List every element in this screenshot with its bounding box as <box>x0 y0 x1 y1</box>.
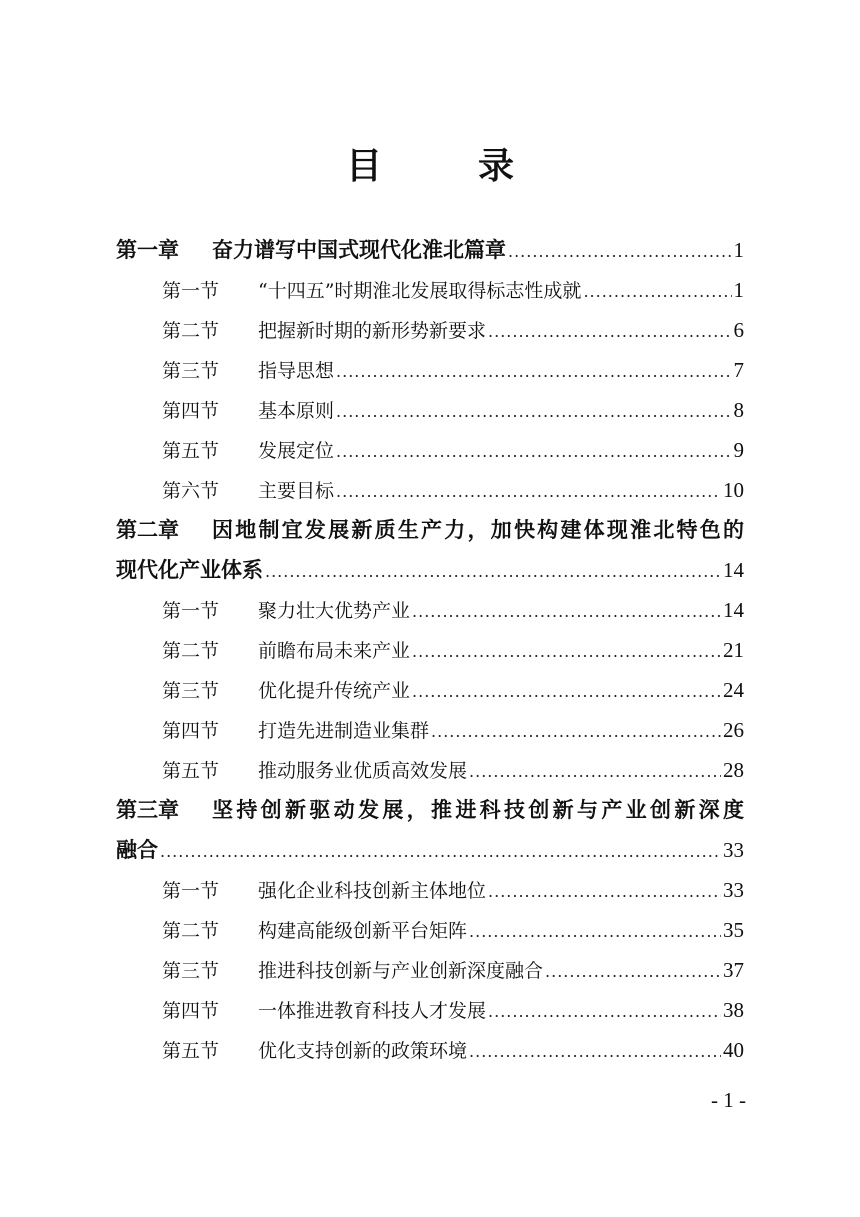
section-label: 第四节 <box>162 1000 220 1022</box>
section-label: 第三节 <box>162 360 220 382</box>
toc-chapter-1[interactable] <box>116 230 744 270</box>
section-label: 第一节 <box>162 880 220 902</box>
page-number: 10 <box>723 478 744 502</box>
section-title: 强化企业科技创新主体地位 <box>258 880 487 902</box>
page-number: 1 <box>733 238 744 262</box>
leader-dots <box>336 352 731 390</box>
chapter-label: 第二章 <box>116 518 179 542</box>
leader-dots <box>412 592 721 630</box>
leader-dots <box>469 912 721 950</box>
page-number: 21 <box>723 638 744 662</box>
page-number: 14 <box>723 598 744 622</box>
toc-section[interactable] <box>116 710 744 750</box>
toc-chapter-3-continued[interactable] <box>116 830 744 870</box>
page-number: 8 <box>733 398 744 422</box>
table-of-contents <box>116 230 744 1070</box>
leader-dots <box>412 632 721 670</box>
toc-section[interactable] <box>116 470 744 510</box>
section-label: 第二节 <box>162 640 220 662</box>
page-title: 目 录 <box>345 145 544 187</box>
toc-section[interactable] <box>116 750 744 790</box>
toc-section[interactable] <box>116 350 744 390</box>
page-number: 9 <box>733 438 744 462</box>
section-title: “十四五”时期淮北发展取得标志性成就 <box>258 280 582 302</box>
section-title: 把握新时期的新形势新要求 <box>258 320 487 342</box>
section-title: 发展定位 <box>258 440 335 462</box>
toc-chapter-2[interactable] <box>116 510 744 550</box>
toc-section[interactable] <box>116 390 744 430</box>
page-number: 37 <box>723 958 744 982</box>
toc-section[interactable] <box>116 590 744 630</box>
leader-dots <box>488 872 721 910</box>
chapter-label: 第一章 <box>116 238 179 262</box>
page-number: 28 <box>723 758 744 782</box>
leader-dots <box>412 672 721 710</box>
toc-section[interactable] <box>116 950 744 990</box>
leader-dots <box>469 752 721 790</box>
leader-dots <box>469 1032 721 1070</box>
toc-section[interactable] <box>116 990 744 1030</box>
toc-section[interactable] <box>116 670 744 710</box>
section-title: 优化支持创新的政策环境 <box>258 1040 468 1062</box>
toc-section[interactable] <box>116 430 744 470</box>
leader-dots <box>488 312 731 350</box>
section-label: 第五节 <box>162 1040 220 1062</box>
leader-dots <box>336 432 731 470</box>
section-label: 第五节 <box>162 760 220 782</box>
section-title: 推进科技创新与产业创新深度融合 <box>258 960 544 982</box>
chapter-title: 奋力谱写中国式现代化淮北篇章 <box>212 238 506 262</box>
section-label: 第四节 <box>162 400 220 422</box>
section-title: 推动服务业优质高效发展 <box>258 760 468 782</box>
footer-page-number: - 1 - <box>711 1088 746 1112</box>
section-title: 优化提升传统产业 <box>258 680 411 702</box>
toc-section[interactable] <box>116 870 744 910</box>
chapter-title-line1: 坚持创新驱动发展，推进科技创新与产业创新深度 <box>212 798 744 822</box>
section-label: 第五节 <box>162 440 220 462</box>
toc-chapter-2-continued[interactable] <box>116 550 744 590</box>
section-label: 第四节 <box>162 720 220 742</box>
section-label: 第二节 <box>162 920 220 942</box>
page-number: 7 <box>733 358 744 382</box>
chapter-label: 第三章 <box>116 798 179 822</box>
page-number: 24 <box>723 678 744 702</box>
section-label: 第一节 <box>162 600 220 622</box>
page-number: 6 <box>733 318 744 342</box>
section-label: 第六节 <box>162 480 220 502</box>
section-label: 第三节 <box>162 680 220 702</box>
page-number: 35 <box>723 918 744 942</box>
leader-dots <box>508 232 732 270</box>
page-number: 1 <box>733 278 744 302</box>
toc-chapter-3[interactable] <box>116 790 744 830</box>
leader-dots <box>545 952 721 990</box>
section-label: 第一节 <box>162 280 220 302</box>
chapter-title-line2: 现代化产业体系 <box>116 558 263 582</box>
toc-section[interactable] <box>116 630 744 670</box>
section-title: 构建高能级创新平台矩阵 <box>258 920 468 942</box>
leader-dots <box>583 272 731 310</box>
leader-dots <box>336 392 731 430</box>
leader-dots <box>160 832 721 870</box>
section-title: 前瞻布局未来产业 <box>258 640 411 662</box>
leader-dots <box>336 472 721 510</box>
section-title: 指导思想 <box>258 360 335 382</box>
page-number: 33 <box>723 838 744 862</box>
chapter-title-line2: 融合 <box>116 838 158 862</box>
leader-dots <box>488 992 721 1030</box>
section-title: 打造先进制造业集群 <box>258 720 430 742</box>
page-number: 38 <box>723 998 744 1022</box>
page-number: 33 <box>723 878 744 902</box>
section-title: 主要目标 <box>258 480 335 502</box>
section-label: 第二节 <box>162 320 220 342</box>
page-number: 26 <box>723 718 744 742</box>
section-label: 第三节 <box>162 960 220 982</box>
section-title: 基本原则 <box>258 400 335 422</box>
chapter-title-line1: 因地制宜发展新质生产力，加快构建体现淮北特色的 <box>212 518 744 542</box>
toc-section[interactable] <box>116 270 744 310</box>
section-title: 聚力壮大优势产业 <box>258 600 411 622</box>
page-number: 40 <box>723 1038 744 1062</box>
leader-dots <box>265 552 721 590</box>
toc-section[interactable] <box>116 310 744 350</box>
section-title: 一体推进教育科技人才发展 <box>258 1000 487 1022</box>
toc-section[interactable] <box>116 910 744 950</box>
leader-dots <box>431 712 721 750</box>
toc-section[interactable] <box>116 1030 744 1070</box>
page-number: 14 <box>723 558 744 582</box>
